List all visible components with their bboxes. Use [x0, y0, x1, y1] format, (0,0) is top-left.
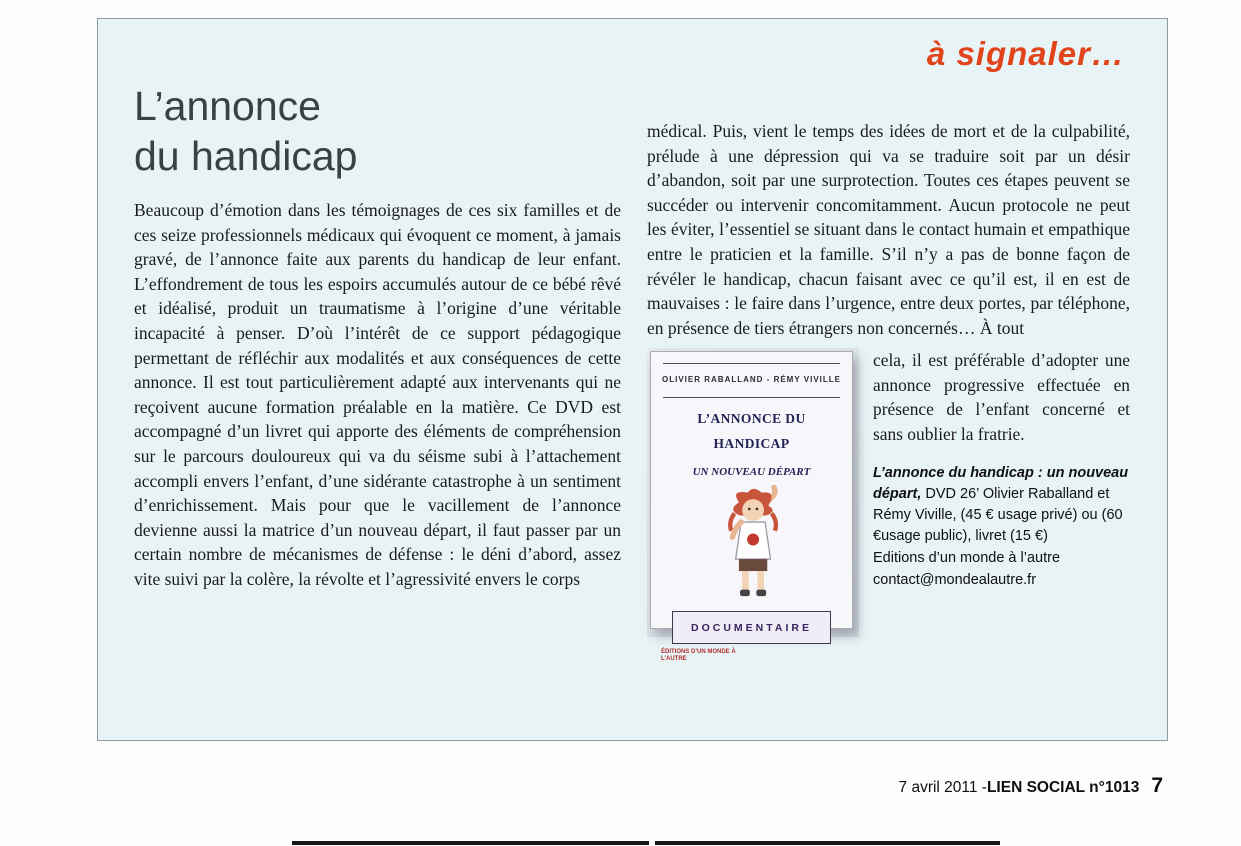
dvd-cover-face — [650, 351, 853, 663]
dvd-genre-banner: DOCUMENTAIRE — [672, 611, 831, 645]
dvd-publisher-logo: ÉDITIONS D’UN MONDE À L’AUTRE — [661, 649, 736, 663]
dvd-rule-top — [663, 363, 840, 364]
article-right-wrap-text: cela, il est préférable d’adopter une annonce progressive effectuée en présence de l’enfant concerné et sans oublier la fratrie. — [873, 350, 1130, 444]
media-row — [647, 348, 1130, 663]
article-column-right — [647, 119, 1130, 663]
article-panel — [97, 18, 1168, 741]
footer — [899, 774, 1163, 798]
caption-details: DVD 26’ Olivier Raballand et Rémy Viville, (45 € usage privé) ou (60 €usage public), livret (15 €) — [873, 485, 1123, 544]
caption-title: L’annonce du handicap : un nouveau départ, — [873, 464, 1129, 502]
dvd-illustration — [661, 485, 842, 607]
caption-main — [873, 463, 1130, 547]
caption-publisher: Editions d’un monde à l’autre — [873, 549, 1061, 566]
dvd-subtitle: UN NOUVEAU DÉPART — [692, 466, 811, 479]
caption-contact-email: contact@mondealautre.fr — [873, 571, 1037, 588]
dvd-caption — [873, 463, 1130, 591]
media-right-column — [873, 348, 1130, 637]
dvd-cover — [647, 348, 859, 663]
article-column-left: Beaucoup d’émotion dans les témoignages de ces six familles et de ces seize professionnels médicaux qui évoquent ce moment, à jamais gravé, de l’annonce faite aux parents du handicap de leur enfant. L’effondrement de tous les espoirs accumulés autour de ce bébé rêvé et idéalisé, produit un traumatisme à l’origine d’une véritable incapacité à penser. D’où l’intérêt de ce support pédagogique permettant de réfléchir aux modalités et aux conséquences de cette annonce. Il est tout particulièrement adapté aux intervenants qui ne reçoivent aucune formation préalable en la matière. Ce DVD est accompagné d’un livret qui apporte des éléments de compréhension sur le parcours douloureux qui va du séisme subi à l’attachement accompli envers l’enfant, d’une sidérante catastrophe à un sentiment d’enrichissement. Mais pour que le vacillement de l’annonce devienne aussi la matrice d’un nouveau départ, il faut passer par un certain nombre de mécanismes de défense : le déni d’abord, assez vite suivi par la colère, la révolte et l’agressivité envers le corps — [134, 200, 621, 589]
page-title-line1: L’annonce — [134, 83, 321, 129]
dvd-illustration-girl — [697, 485, 807, 607]
dvd-rule-mid — [663, 397, 840, 398]
footer-page-number: 7 — [1151, 774, 1163, 797]
dvd-authors: OLIVIER RABALLAND - RÉMY VIVILLE — [662, 375, 841, 385]
dvd-title: L’ANNONCE DU HANDICAP — [697, 410, 806, 451]
footer-date: 7 avril 2011 - — [898, 779, 987, 796]
page-title-line2: du handicap — [134, 133, 358, 179]
scan-artifact-bar-right — [655, 841, 1000, 845]
page-title — [134, 81, 357, 181]
footer-magazine-name: LIEN SOCIAL n°1013 — [986, 779, 1140, 796]
article-right-top-text: médical. Puis, vient le temps des idées de mort et de la culpabilité, prélude à une dépression qui va se traduire soit par un désir d’abandon, soit par une surprotection. Toutes ces étapes peuvent se succéder ou intervenir concomitamment. Aucun protocole ne peut les éviter, l’essentiel se situant dans le contact humain et empathique entre le praticien et la famille. S’il n’y a pas de bonne façon de révéler le handicap, chacun faisant avec ce qu’il est, il en est de mauvaises : le faire dans l’urgence, entre deux portes, par téléphone, en présence de tiers étrangers non concernés… À tout — [647, 121, 1130, 338]
section-label: à signaler… — [926, 35, 1125, 72]
scan-artifact-bar-left — [292, 841, 649, 845]
